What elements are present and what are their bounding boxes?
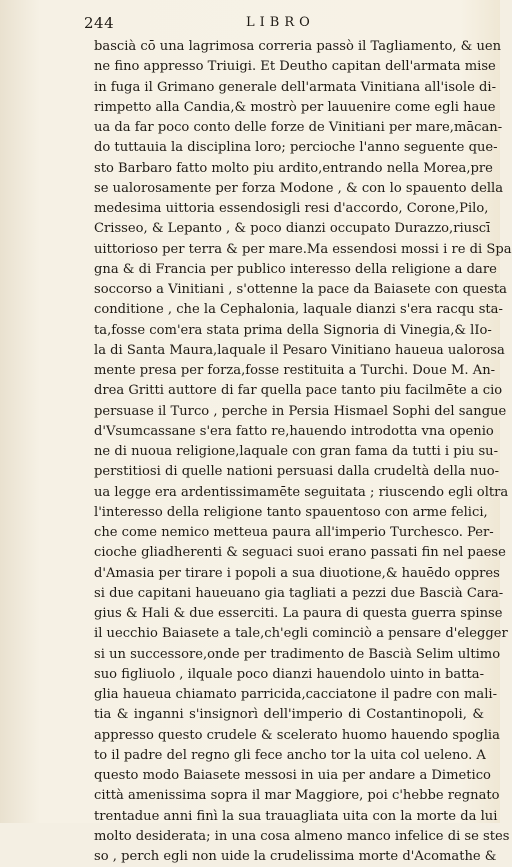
text-line: bascià cō una lagrimosa correria passò il Tagliamento, & uen bbox=[94, 39, 502, 54]
text-line: appresso questo crudele & scelerato huomo hauendo spoglia bbox=[94, 727, 500, 743]
page-number: 244 bbox=[84, 14, 115, 32]
text-line: rimpetto alla Candia,& mostrò per lauuenire come egli haue bbox=[94, 99, 496, 115]
text-line: so , perch egli non uide la crudelissima morte d'Acomathe & bbox=[94, 849, 497, 864]
text-line: conditione , che la Cephalonia, laquale dianzi s'era racqu sta- bbox=[94, 302, 503, 318]
text-line: se ualorosamente per forza Modone , & con lo spauento della bbox=[94, 180, 504, 196]
text-line: ua da far poco conto delle forze de Vinitiani per mare,mācan- bbox=[94, 120, 503, 135]
text-line: soccorso a Vinitiani , s'ottenne la pace da Baiasete con questa bbox=[94, 282, 507, 297]
text-line: d'Vsumcassane s'era fatto re,hauendo introdotta vna openio bbox=[94, 423, 494, 439]
text-line: ne di nuoua religione,laquale con gran fama da tutti i piu su- bbox=[94, 444, 499, 459]
text-line: suo figliuolo , ilquale poco dianzi hauendolo uinto in batta- bbox=[94, 666, 484, 682]
text-line: mente presa per forza,fosse restituita a Turchi. Doue M. An- bbox=[94, 363, 496, 378]
running-head: LIBRO bbox=[246, 15, 315, 30]
text-line: in fuga il Grimano generale dell'armata Vinitiana all'isole di- bbox=[94, 79, 497, 95]
text-line: sto Barbaro fatto molto piu ardito,entrando nella Morea,pre bbox=[94, 160, 493, 176]
text-line: to il padre del regno gli fece ancho tor la uita col ueleno. A bbox=[94, 747, 486, 763]
page-header bbox=[0, 14, 500, 34]
text-line: questo modo Baiasete messosi in uia per andare a Dimetico bbox=[94, 768, 491, 783]
text-line: d'Amasia per tirare i popoli a sua diuotione,& hauēdo oppres bbox=[94, 565, 500, 581]
text-line: ua legge era ardentissimamēte seguitata ; riuscendo egli oltra bbox=[94, 484, 509, 500]
body-text bbox=[94, 37, 512, 867]
text-line: si due capitani haueuano gia tagliati a pezzi due Bascià Cara- bbox=[94, 585, 504, 601]
text-line: la di Santa Maura,laquale il Pesaro Vinitiano haueua ualorosa bbox=[94, 342, 505, 358]
text-line: si un successore,onde per tradimento de Bascià Selim ultimo bbox=[94, 646, 501, 662]
text-line: molto desiderata; in una cosa almeno manco infelice di se stes bbox=[94, 828, 510, 844]
text-line: do tuttauia la disciplina loro; percioche l'anno seguente que- bbox=[94, 140, 498, 156]
text-line: medesima uittoria essendosigli resi d'accordo, Corone,Pilo, bbox=[94, 201, 489, 216]
text-line: che come nemico metteua paura all'imperio Turchesco. Per- bbox=[94, 525, 494, 540]
text-line: glia haueua chiamato parricida,cacciatone il padre con mali- bbox=[94, 687, 498, 702]
text-line: trentadue anni finì la sua trauagliata uita con la morte da lui bbox=[94, 808, 498, 824]
text-line: ne fino appresso Triuigi. Et Deutho capitan dell'armata mise bbox=[94, 59, 496, 75]
text-line: perstitiosi di quelle nationi persuasi dalla crudeltà della nuo- bbox=[94, 464, 500, 480]
text-line: tia & inganni s'insignorì dell'imperio di Costantinopoli, & bbox=[94, 707, 484, 723]
text-line: Crisseo, & Lepanto , & poco dianzi occupato Durazzo,riuscī bbox=[94, 221, 491, 237]
text-line: ta,fosse com'era stata prima della Signoria di Vinegia,& lIo- bbox=[94, 322, 492, 338]
text-line: persuase il Turco , perche in Persia Hismael Sophi del sangue bbox=[94, 403, 507, 419]
text-line: città amenissima sopra il mar Maggiore, poi c'hebbe regnato bbox=[94, 788, 500, 804]
text-line: cioche gliadherenti & seguaci suoi erano passati fin nel paese bbox=[94, 545, 506, 561]
text-line: gna & di Francia per publico interesso della religione a dare bbox=[94, 261, 497, 277]
text-line: il uecchio Baiasete a tale,ch'egli cominciò a pensare d'elegger bbox=[94, 626, 508, 642]
text-line: l'interesso della religione tanto spauentoso con arme felici, bbox=[94, 504, 488, 520]
text-line: uittorioso per terra & per mare.Ma essendosi mossi i re di Spa bbox=[94, 241, 512, 257]
text-line: drea Gritti auttore di far quella pace tanto piu facilmēte a cio bbox=[94, 383, 503, 399]
text-line: gius & Hali & due esserciti. La paura di questa guerra spinse bbox=[94, 606, 503, 621]
